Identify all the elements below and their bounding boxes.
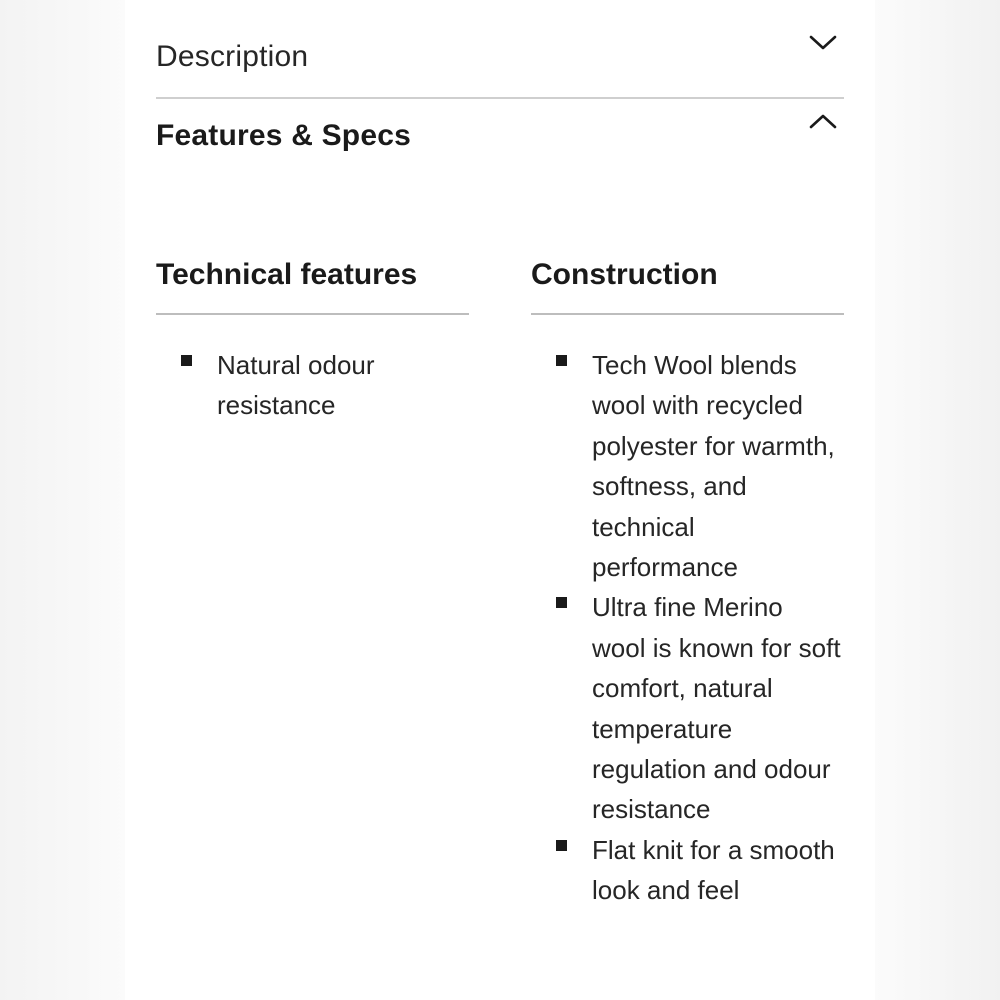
chevron-up-icon[interactable] [808, 111, 838, 131]
list-item-text: Natural odour resistance [217, 350, 375, 421]
bullet-square-icon [556, 840, 567, 851]
technical-features-section [156, 255, 469, 426]
list-item-text: Flat knit for a smooth look and feel [592, 834, 835, 906]
list-item-text: Tech Wool blends wool with recycled polyester for warmth, softness, and technical performance [592, 350, 835, 583]
page-backdrop-left [0, 0, 125, 1000]
list-item [531, 830, 842, 911]
page-backdrop-right [875, 0, 1000, 1000]
chevron-down-icon[interactable] [808, 32, 838, 52]
technical-features-list [156, 345, 469, 426]
bullet-square-icon [181, 355, 192, 366]
technical-features-heading: Technical features [156, 255, 469, 315]
bullet-square-icon [556, 355, 567, 366]
construction-heading: Construction [531, 255, 844, 315]
construction-section [531, 255, 844, 911]
construction-list [531, 345, 844, 911]
list-item [531, 345, 842, 587]
accordion-description-title: Description [156, 40, 309, 73]
accordion-features-specs[interactable] [156, 99, 844, 179]
accordion-description[interactable] [156, 0, 844, 99]
product-details-panel [125, 0, 875, 1000]
list-item-text: Ultra fine Merino wool is known for soft comfort, natural temperature regulation and odour resistance [592, 592, 841, 825]
accordion-features-specs-title: Features & Specs [156, 119, 411, 152]
bullet-square-icon [556, 597, 567, 608]
list-item [531, 587, 842, 829]
list-item [156, 345, 417, 426]
